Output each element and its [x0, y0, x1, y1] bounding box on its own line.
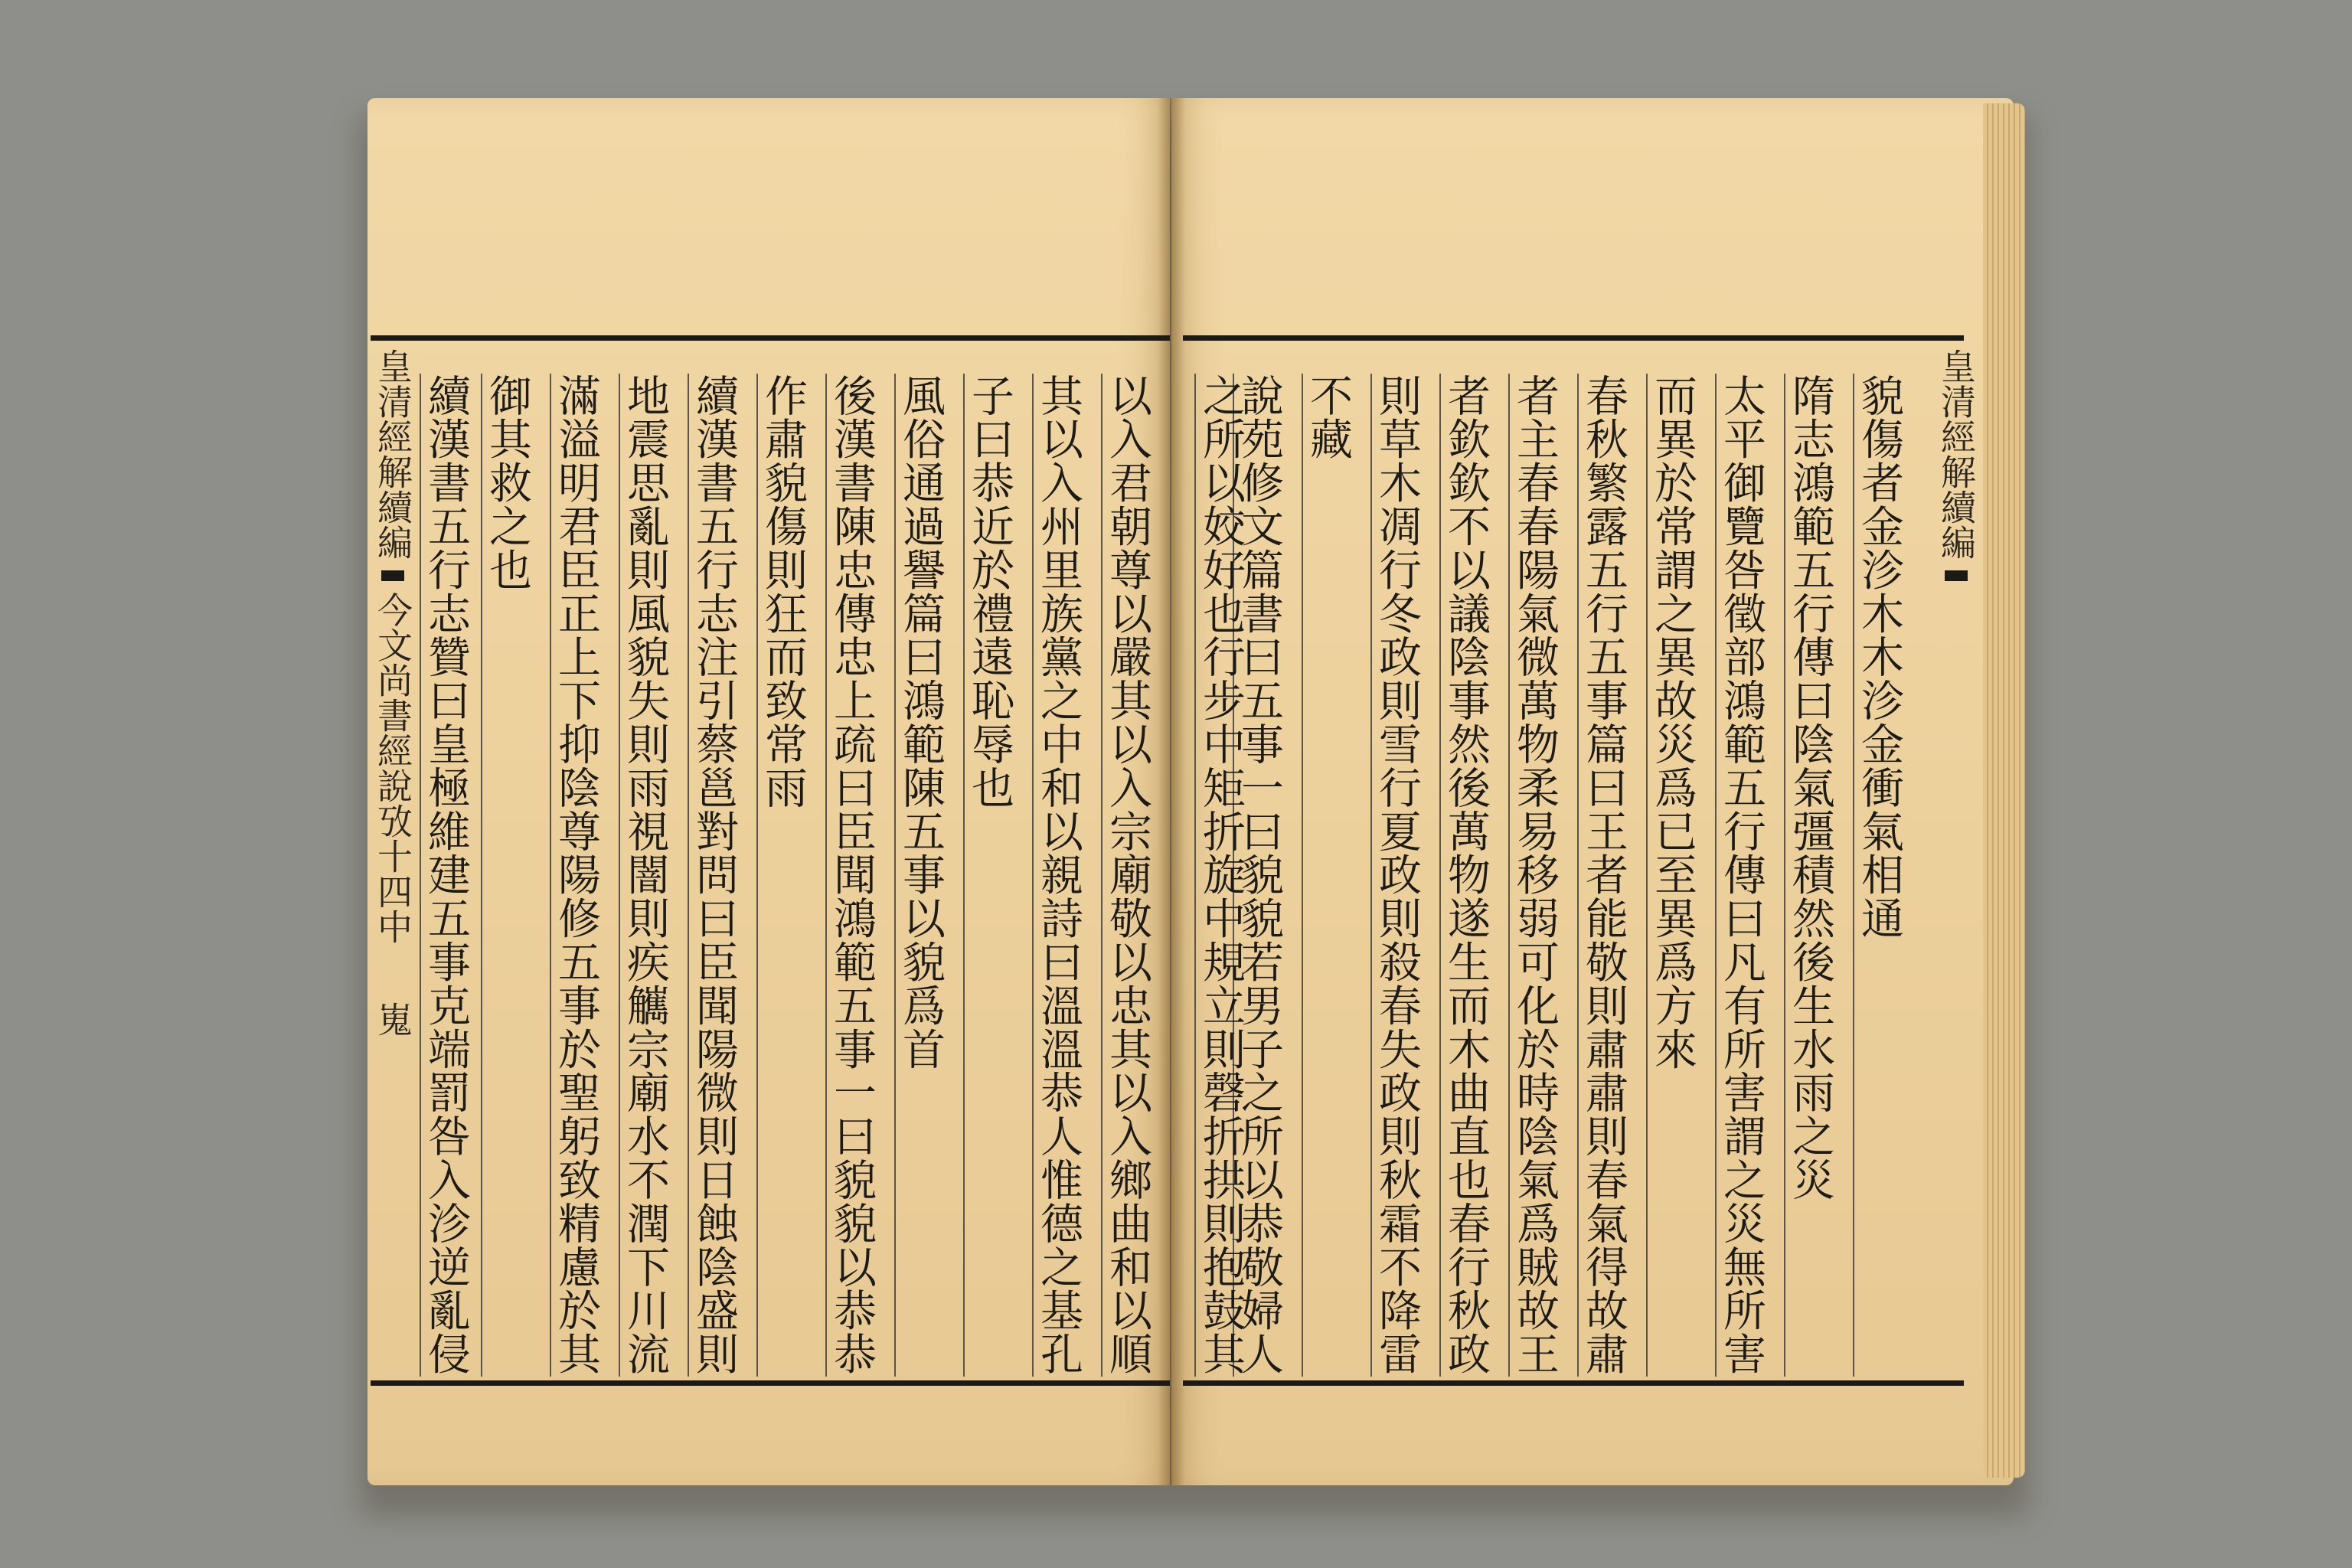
left-column-6: 作肅貌傷則狂而致常雨	[756, 374, 807, 1377]
left-column-8: 地震思亂則風貌失則雨視闇則疾觽宗廟水不潤下川流	[620, 374, 670, 1376]
right-column-2: 隋志鴻範五行傳曰陰氣彊積然後生水雨之災	[1784, 374, 1834, 1377]
left-column-5: 後漢書陳忠傳忠上疏曰臣聞鴻範五事一曰貌貌以恭恭	[827, 374, 877, 1376]
left-margin-title: 皇清經解續編	[372, 348, 413, 560]
fishtail-mark	[1945, 570, 1968, 581]
page-edges	[1983, 103, 2025, 1478]
left-margin-column	[374, 348, 412, 1344]
right-margin-column	[1937, 348, 1975, 1344]
right-column-4: 而異於常謂之異故災爲已至異爲方來	[1646, 374, 1697, 1377]
left-column-1: 以入君朝尊以嚴其以入宗廟敬以忠其以入鄉曲和以順	[1102, 374, 1152, 1376]
right-column-1: 貌傷者金沴木木沴金衝氣相通	[1853, 374, 1903, 1377]
left-column-11: 續漢書五行志贊曰皇極維建五事克端罰咎入沴逆亂侵	[421, 374, 471, 1376]
right-column-6: 者主春春陽氣微萬物柔易移弱可化於時陰氣爲賊故王	[1510, 374, 1560, 1376]
left-column-2: 其以入州里族黨之中和以親詩曰溫溫恭人惟德之基孔	[1034, 374, 1083, 1376]
right-column-10: 說苑修文篇書曰五事一曰貌貌若男子之所以恭敬婦人	[1234, 374, 1284, 1376]
left-column-3: 子曰恭近於禮遠恥辱也	[963, 374, 1014, 1377]
left-column-7: 續漢書五行志注引蔡邕對問曰臣聞陽微則日蝕陰盛則	[689, 374, 739, 1376]
fishtail-mark	[381, 570, 404, 581]
left-column-10: 御其救之也	[481, 374, 531, 1377]
right-column-8: 則草木凋行冬政則雪行夏政則殺春失政則秋霜不降雷	[1372, 374, 1422, 1376]
right-text-frame	[1183, 335, 1964, 1386]
right-column-3: 太平御覽咎徵部鴻範五行傳曰凡有所害謂之災無所害	[1717, 374, 1766, 1376]
left-margin-page-mark: 嵬	[372, 1001, 413, 1037]
right-column-5: 春秋繁露五行五事篇曰王者能敬則肅肅則春氣得故肅	[1579, 374, 1628, 1376]
right-column-9: 不藏	[1302, 374, 1352, 1377]
left-margin-subtitle: 今文尚書經說攷十四中	[372, 592, 413, 944]
left-column-4: 風俗通過譽篇曰鴻範陳五事以貌爲首	[894, 374, 945, 1377]
right-column-7: 者欽欽不以議陰事然後萬物遂生而木曲直也春行秋政	[1441, 374, 1491, 1376]
right-margin-title: 皇清經解續編	[1936, 348, 1977, 560]
right-column-11: 之所以姣好也行步中矩折旋中規立則磬折拱則抱鼓其	[1196, 374, 1246, 1376]
left-column-9: 滿溢明君臣正上下抑陰尊陽修五事於聖躬致精慮於其	[551, 374, 601, 1376]
